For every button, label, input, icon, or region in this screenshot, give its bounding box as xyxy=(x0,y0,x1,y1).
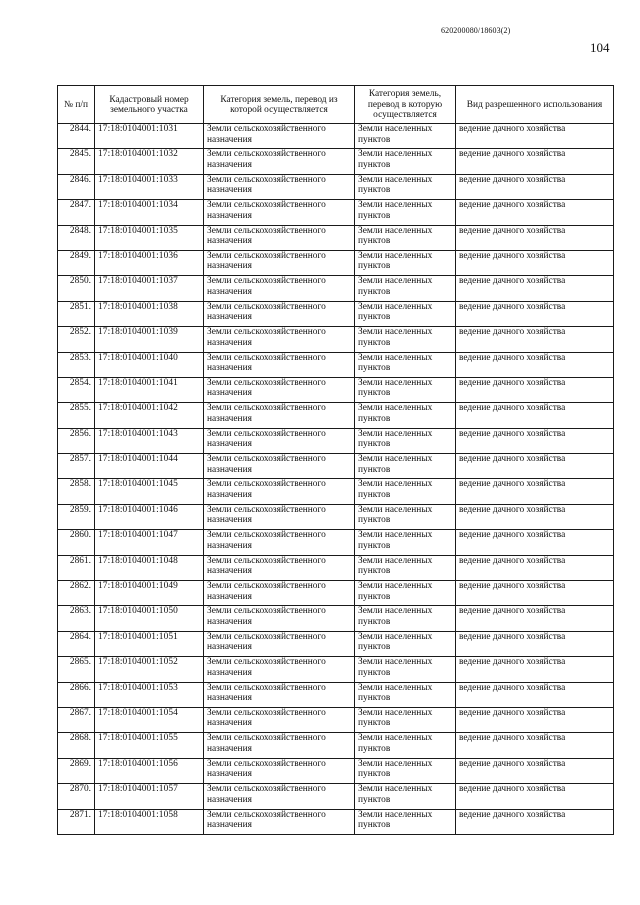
category-to-cell: Земли населенных пунктов xyxy=(355,758,456,783)
column-header-number: № п/п xyxy=(58,86,95,124)
category-to-cell: Земли населенных пунктов xyxy=(355,250,456,275)
permitted-use-cell: ведение дачного хозяйства xyxy=(456,682,614,707)
permitted-use-cell: ведение дачного хозяйства xyxy=(456,707,614,732)
table-header xyxy=(58,86,614,124)
category-to-cell: Земли населенных пунктов xyxy=(355,149,456,174)
category-from-cell: Земли сельскохозяйственного назначения xyxy=(204,555,355,580)
row-number-cell: 2866. xyxy=(58,682,95,707)
category-to-cell: Земли населенных пунктов xyxy=(355,428,456,453)
table-row xyxy=(58,631,614,656)
category-from-cell: Земли сельскохозяйственного назначения xyxy=(204,504,355,529)
row-number-cell: 2862. xyxy=(58,581,95,606)
row-number-cell: 2853. xyxy=(58,352,95,377)
row-number-cell: 2856. xyxy=(58,428,95,453)
cadastral-number-cell: 17:18:0104001:1045 xyxy=(95,479,204,504)
row-number-cell: 2847. xyxy=(58,200,95,225)
permitted-use-cell: ведение дачного хозяйства xyxy=(456,225,614,250)
row-number-cell: 2846. xyxy=(58,174,95,199)
table-row xyxy=(58,657,614,682)
table-row xyxy=(58,581,614,606)
cadastral-number-cell: 17:18:0104001:1032 xyxy=(95,149,204,174)
cadastral-number-cell: 17:18:0104001:1056 xyxy=(95,758,204,783)
cadastral-number-cell: 17:18:0104001:1052 xyxy=(95,657,204,682)
category-from-cell: Земли сельскохозяйственного назначения xyxy=(204,149,355,174)
cadastral-number-cell: 17:18:0104001:1057 xyxy=(95,784,204,809)
cadastral-number-cell: 17:18:0104001:1041 xyxy=(95,377,204,402)
category-from-cell: Земли сельскохозяйственного назначения xyxy=(204,200,355,225)
category-from-cell: Земли сельскохозяйственного назначения xyxy=(204,276,355,301)
row-number-cell: 2864. xyxy=(58,631,95,656)
cadastral-number-cell: 17:18:0104001:1050 xyxy=(95,606,204,631)
table-row xyxy=(58,200,614,225)
row-number-cell: 2850. xyxy=(58,276,95,301)
category-to-cell: Земли населенных пунктов xyxy=(355,479,456,504)
table-row xyxy=(58,809,614,834)
category-to-cell: Земли населенных пунктов xyxy=(355,530,456,555)
permitted-use-cell: ведение дачного хозяйства xyxy=(456,454,614,479)
permitted-use-cell: ведение дачного хозяйства xyxy=(456,428,614,453)
column-header-category-from: Категория земель, перевод из которой осуществляется xyxy=(204,86,355,124)
category-from-cell: Земли сельскохозяйственного назначения xyxy=(204,733,355,758)
table-row xyxy=(58,352,614,377)
category-from-cell: Земли сельскохозяйственного назначения xyxy=(204,758,355,783)
category-to-cell: Земли населенных пунктов xyxy=(355,606,456,631)
category-from-cell: Земли сельскохозяйственного назначения xyxy=(204,631,355,656)
table-row xyxy=(58,225,614,250)
table-row xyxy=(58,276,614,301)
cadastral-number-cell: 17:18:0104001:1035 xyxy=(95,225,204,250)
table-row xyxy=(58,606,614,631)
category-from-cell: Земли сельскохозяйственного назначения xyxy=(204,377,355,402)
permitted-use-cell: ведение дачного хозяйства xyxy=(456,504,614,529)
permitted-use-cell: ведение дачного хозяйства xyxy=(456,657,614,682)
permitted-use-cell: ведение дачного хозяйства xyxy=(456,733,614,758)
row-number-cell: 2849. xyxy=(58,250,95,275)
cadastral-number-cell: 17:18:0104001:1058 xyxy=(95,809,204,834)
category-from-cell: Земли сельскохозяйственного назначения xyxy=(204,606,355,631)
table-row xyxy=(58,174,614,199)
category-to-cell: Земли населенных пунктов xyxy=(355,327,456,352)
category-to-cell: Земли населенных пунктов xyxy=(355,707,456,732)
table-row xyxy=(58,758,614,783)
row-number-cell: 2851. xyxy=(58,301,95,326)
category-to-cell: Земли населенных пунктов xyxy=(355,555,456,580)
table-row xyxy=(58,301,614,326)
category-from-cell: Земли сельскохозяйственного назначения xyxy=(204,124,355,149)
row-number-cell: 2868. xyxy=(58,733,95,758)
table-row xyxy=(58,707,614,732)
permitted-use-cell: ведение дачного хозяйства xyxy=(456,327,614,352)
category-to-cell: Земли населенных пунктов xyxy=(355,682,456,707)
category-from-cell: Земли сельскохозяйственного назначения xyxy=(204,682,355,707)
category-to-cell: Земли населенных пунктов xyxy=(355,377,456,402)
table-row xyxy=(58,555,614,580)
row-number-cell: 2854. xyxy=(58,377,95,402)
cadastral-number-cell: 17:18:0104001:1031 xyxy=(95,124,204,149)
category-to-cell: Земли населенных пунктов xyxy=(355,403,456,428)
land-register-table xyxy=(57,85,614,835)
category-to-cell: Земли населенных пунктов xyxy=(355,784,456,809)
category-from-cell: Земли сельскохозяйственного назначения xyxy=(204,809,355,834)
category-to-cell: Земли населенных пунктов xyxy=(355,225,456,250)
cadastral-number-cell: 17:18:0104001:1044 xyxy=(95,454,204,479)
row-number-cell: 2860. xyxy=(58,530,95,555)
permitted-use-cell: ведение дачного хозяйства xyxy=(456,809,614,834)
permitted-use-cell: ведение дачного хозяйства xyxy=(456,301,614,326)
cadastral-number-cell: 17:18:0104001:1036 xyxy=(95,250,204,275)
permitted-use-cell: ведение дачного хозяйства xyxy=(456,758,614,783)
cadastral-number-cell: 17:18:0104001:1048 xyxy=(95,555,204,580)
row-number-cell: 2865. xyxy=(58,657,95,682)
permitted-use-cell: ведение дачного хозяйства xyxy=(456,377,614,402)
category-from-cell: Земли сельскохозяйственного назначения xyxy=(204,327,355,352)
category-from-cell: Земли сельскохозяйственного назначения xyxy=(204,454,355,479)
row-number-cell: 2844. xyxy=(58,124,95,149)
category-to-cell: Земли населенных пунктов xyxy=(355,504,456,529)
table-row xyxy=(58,454,614,479)
row-number-cell: 2863. xyxy=(58,606,95,631)
permitted-use-cell: ведение дачного хозяйства xyxy=(456,276,614,301)
table-row xyxy=(58,124,614,149)
permitted-use-cell: ведение дачного хозяйства xyxy=(456,606,614,631)
table-row xyxy=(58,504,614,529)
category-to-cell: Земли населенных пунктов xyxy=(355,124,456,149)
cadastral-number-cell: 17:18:0104001:1040 xyxy=(95,352,204,377)
document-number: 620200080/18603(2) xyxy=(441,26,511,35)
cadastral-number-cell: 17:18:0104001:1033 xyxy=(95,174,204,199)
permitted-use-cell: ведение дачного хозяйства xyxy=(456,352,614,377)
row-number-cell: 2870. xyxy=(58,784,95,809)
category-from-cell: Земли сельскохозяйственного назначения xyxy=(204,707,355,732)
category-from-cell: Земли сельскохозяйственного назначения xyxy=(204,479,355,504)
category-to-cell: Земли населенных пунктов xyxy=(355,809,456,834)
row-number-cell: 2852. xyxy=(58,327,95,352)
table-row xyxy=(58,784,614,809)
category-from-cell: Земли сельскохозяйственного назначения xyxy=(204,428,355,453)
category-from-cell: Земли сельскохозяйственного назначения xyxy=(204,225,355,250)
table-row xyxy=(58,377,614,402)
row-number-cell: 2848. xyxy=(58,225,95,250)
cadastral-number-cell: 17:18:0104001:1037 xyxy=(95,276,204,301)
category-from-cell: Земли сельскохозяйственного назначения xyxy=(204,301,355,326)
category-from-cell: Земли сельскохозяйственного назначения xyxy=(204,403,355,428)
row-number-cell: 2857. xyxy=(58,454,95,479)
cadastral-number-cell: 17:18:0104001:1051 xyxy=(95,631,204,656)
column-header-permitted-use: Вид разрешенного использования xyxy=(456,86,614,124)
permitted-use-cell: ведение дачного хозяйства xyxy=(456,479,614,504)
page-number: 104 xyxy=(590,40,610,55)
category-to-cell: Земли населенных пунктов xyxy=(355,631,456,656)
permitted-use-cell: ведение дачного хозяйства xyxy=(456,784,614,809)
category-to-cell: Земли населенных пунктов xyxy=(355,276,456,301)
cadastral-number-cell: 17:18:0104001:1038 xyxy=(95,301,204,326)
cadastral-number-cell: 17:18:0104001:1055 xyxy=(95,733,204,758)
cadastral-number-cell: 17:18:0104001:1043 xyxy=(95,428,204,453)
cadastral-number-cell: 17:18:0104001:1039 xyxy=(95,327,204,352)
cadastral-number-cell: 17:18:0104001:1034 xyxy=(95,200,204,225)
category-to-cell: Земли населенных пунктов xyxy=(355,581,456,606)
permitted-use-cell: ведение дачного хозяйства xyxy=(456,124,614,149)
permitted-use-cell: ведение дачного хозяйства xyxy=(456,149,614,174)
permitted-use-cell: ведение дачного хозяйства xyxy=(456,403,614,428)
category-to-cell: Земли населенных пунктов xyxy=(355,352,456,377)
table-row xyxy=(58,682,614,707)
table-body xyxy=(58,124,614,835)
table-row xyxy=(58,479,614,504)
category-to-cell: Земли населенных пунктов xyxy=(355,200,456,225)
column-header-category-to: Категория земель, перевод в которую осуществляется xyxy=(355,86,456,124)
row-number-cell: 2858. xyxy=(58,479,95,504)
row-number-cell: 2869. xyxy=(58,758,95,783)
permitted-use-cell: ведение дачного хозяйства xyxy=(456,581,614,606)
row-number-cell: 2867. xyxy=(58,707,95,732)
row-number-cell: 2859. xyxy=(58,504,95,529)
permitted-use-cell: ведение дачного хозяйства xyxy=(456,530,614,555)
category-to-cell: Земли населенных пунктов xyxy=(355,733,456,758)
table-row xyxy=(58,428,614,453)
cadastral-number-cell: 17:18:0104001:1053 xyxy=(95,682,204,707)
row-number-cell: 2845. xyxy=(58,149,95,174)
table-row xyxy=(58,530,614,555)
column-header-cadastral: Кадастровый номер земельного участка xyxy=(95,86,204,124)
row-number-cell: 2855. xyxy=(58,403,95,428)
header-row xyxy=(58,86,614,124)
permitted-use-cell: ведение дачного хозяйства xyxy=(456,555,614,580)
category-to-cell: Земли населенных пунктов xyxy=(355,301,456,326)
cadastral-number-cell: 17:18:0104001:1054 xyxy=(95,707,204,732)
table-row xyxy=(58,733,614,758)
table-row xyxy=(58,327,614,352)
category-from-cell: Земли сельскохозяйственного назначения xyxy=(204,657,355,682)
table-row xyxy=(58,403,614,428)
row-number-cell: 2871. xyxy=(58,809,95,834)
cadastral-number-cell: 17:18:0104001:1047 xyxy=(95,530,204,555)
permitted-use-cell: ведение дачного хозяйства xyxy=(456,250,614,275)
category-from-cell: Земли сельскохозяйственного назначения xyxy=(204,530,355,555)
row-number-cell: 2861. xyxy=(58,555,95,580)
category-from-cell: Земли сельскохозяйственного назначения xyxy=(204,174,355,199)
permitted-use-cell: ведение дачного хозяйства xyxy=(456,200,614,225)
permitted-use-cell: ведение дачного хозяйства xyxy=(456,631,614,656)
table-row xyxy=(58,250,614,275)
category-to-cell: Земли населенных пунктов xyxy=(355,454,456,479)
category-to-cell: Земли населенных пунктов xyxy=(355,657,456,682)
permitted-use-cell: ведение дачного хозяйства xyxy=(456,174,614,199)
cadastral-number-cell: 17:18:0104001:1049 xyxy=(95,581,204,606)
category-from-cell: Земли сельскохозяйственного назначения xyxy=(204,581,355,606)
table-row xyxy=(58,149,614,174)
category-from-cell: Земли сельскохозяйственного назначения xyxy=(204,250,355,275)
category-to-cell: Земли населенных пунктов xyxy=(355,174,456,199)
cadastral-number-cell: 17:18:0104001:1042 xyxy=(95,403,204,428)
cadastral-number-cell: 17:18:0104001:1046 xyxy=(95,504,204,529)
category-from-cell: Земли сельскохозяйственного назначения xyxy=(204,784,355,809)
category-from-cell: Земли сельскохозяйственного назначения xyxy=(204,352,355,377)
